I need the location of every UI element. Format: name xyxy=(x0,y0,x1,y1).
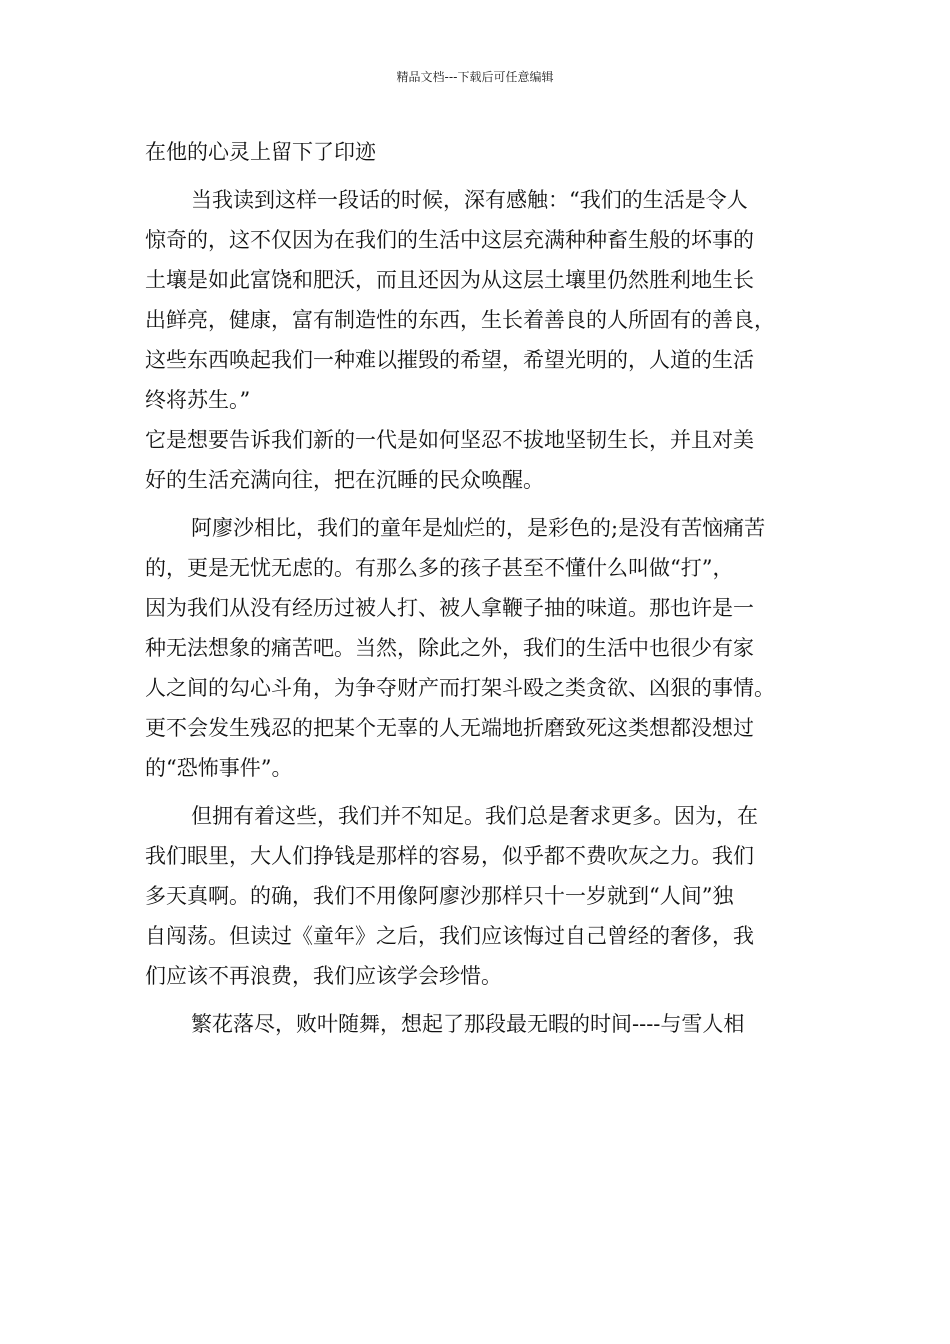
paragraph-5 xyxy=(145,796,825,996)
text-line: 出鲜亮，健康，富有制造性的东西，生长着善良的人所固有的善良， xyxy=(145,308,775,332)
text-line: 们应该不再浪费，我们应该学会珍惜。 xyxy=(145,964,502,988)
text-line: 的，更是无忧无虑的。有那么多的孩子甚至不懂什么叫做“打”， xyxy=(145,556,734,580)
text-line: 惊奇的，这不仅因为在我们的生活中这层充满种种畜生般的坏事的 xyxy=(145,228,754,252)
text-line: 自闯荡。但读过《童年》之后，我们应该悔过自己曾经的奢侈，我 xyxy=(145,924,754,948)
text-line: 阿廖沙相比，我们的童年是灿烂的，是彩色的;是没有苦恼痛苦 xyxy=(191,516,766,540)
text-line: 因为我们从没有经历过被人打、被人拿鞭子抽的味道。那也许是一 xyxy=(145,596,754,620)
text-line: 繁花落尽，败叶随舞，想起了那段最无暇的时间----与雪人相 xyxy=(191,1012,745,1036)
text-line: 人之间的勾心斗角，为争夺财产而打架斗殴之类贪欲、凶狠的事情。 xyxy=(145,676,775,700)
text-line: 土壤是如此富饶和肥沃，而且还因为从这层土壤里仍然胜利地生长 xyxy=(145,268,754,292)
text-line: 更不会发生残忍的把某个无辜的人无端地折磨致死这类想都没想过 xyxy=(145,716,754,740)
text-line: 它是想要告诉我们新的一代是如何坚忍不拔地坚韧生长，并且对美 xyxy=(145,428,754,452)
text-line: 我们眼里，大人们挣钱是那样的容易，似乎都不费吹灰之力。我们 xyxy=(145,844,754,868)
text-line: 种无法想象的痛苦吧。当然，除此之外，我们的生活中也很少有家 xyxy=(145,636,754,660)
page-header: 精品文档---下载后可任意编辑 xyxy=(396,70,554,84)
paragraph-4 xyxy=(145,508,825,788)
paragraph-3 xyxy=(145,420,825,500)
text-line: 的“恐怖事件”。 xyxy=(145,756,293,780)
paragraph-6 xyxy=(145,1004,825,1044)
document-body xyxy=(145,132,825,1052)
text-line: 好的生活充满向往，把在沉睡的民众唤醒。 xyxy=(145,468,544,492)
text-line: 在他的心灵上留下了印迹 xyxy=(145,140,376,164)
text-line: 当我读到这样一段话的时候，深有感触：“我们的生活是令人 xyxy=(191,188,748,212)
paragraph-2 xyxy=(145,180,825,420)
text-line: 多天真啊。的确，我们不用像阿廖沙那样只十一岁就到“人间”独 xyxy=(145,884,734,908)
paragraph-1 xyxy=(145,132,825,172)
text-line: 但拥有着这些，我们并不知足。我们总是奢求更多。因为，在 xyxy=(191,804,758,828)
text-line: 这些东西唤起我们一种难以摧毁的希望，希望光明的，人道的生活 xyxy=(145,348,754,372)
text-line: 终将苏生。” xyxy=(145,388,251,412)
